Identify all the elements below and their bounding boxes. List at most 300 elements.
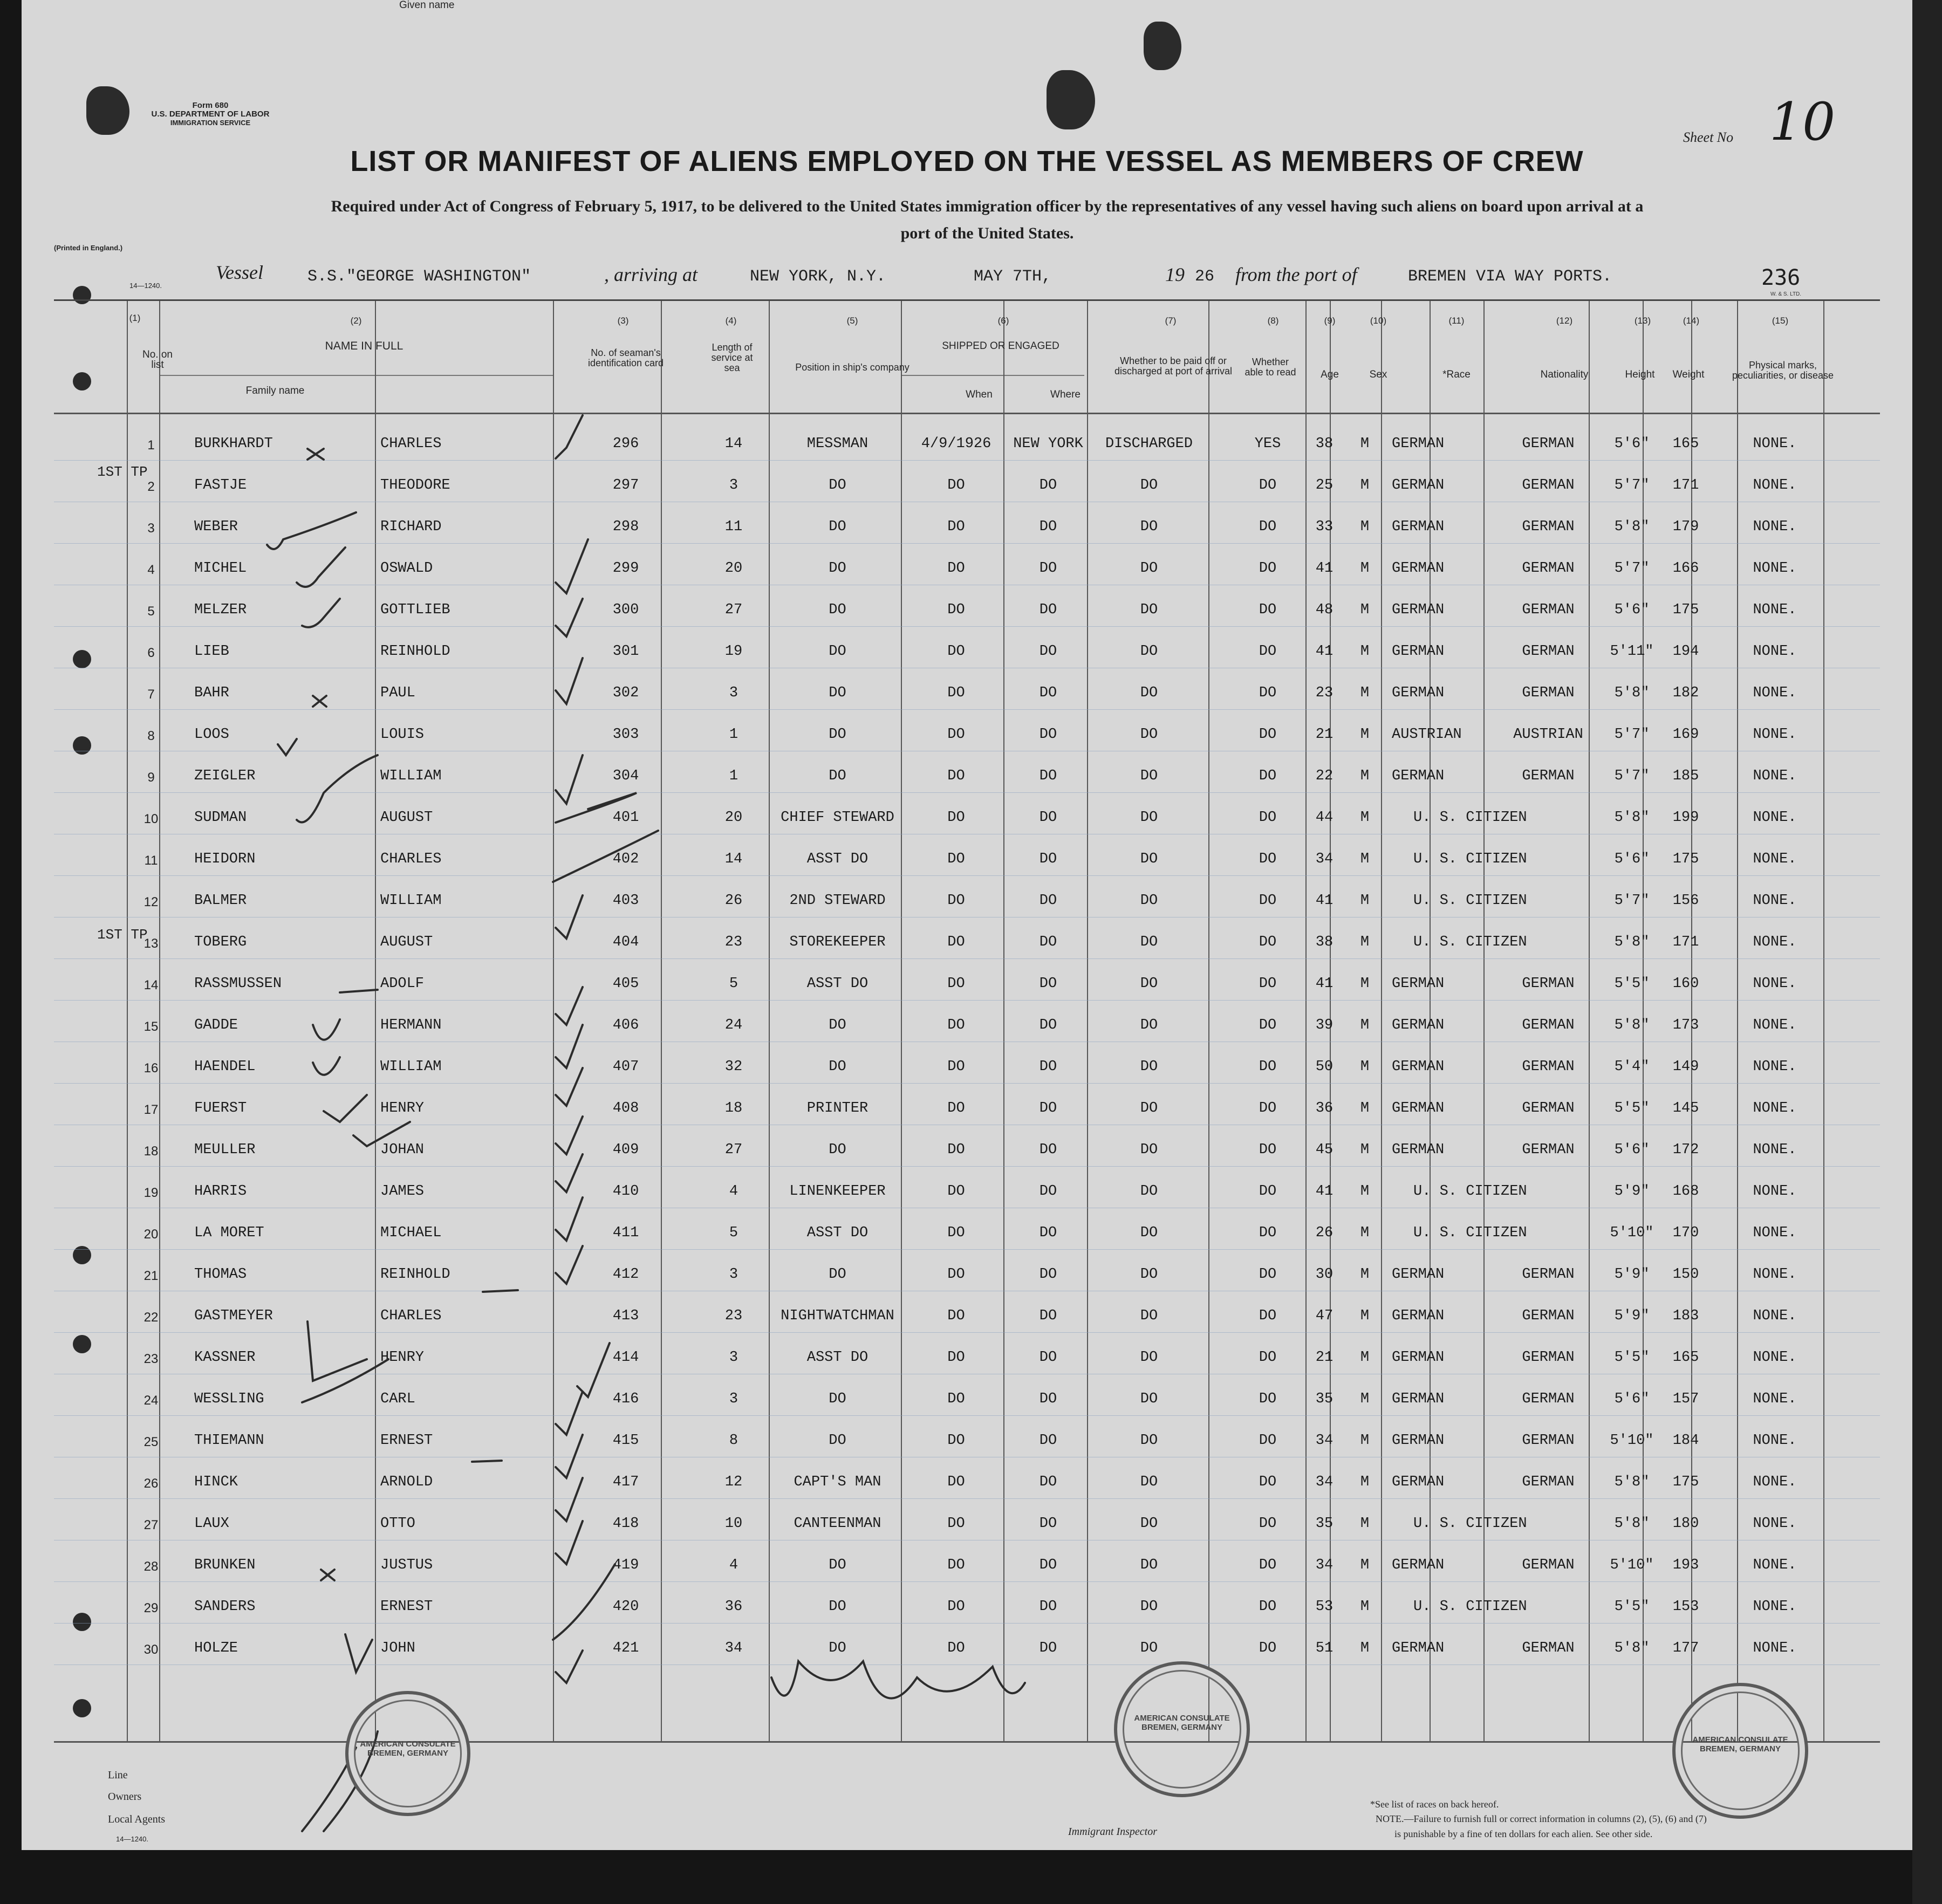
cell-age: 41 (1315, 1183, 1334, 1200)
cell-height: 5'8" (1614, 1516, 1650, 1532)
cell-when: DO (947, 1474, 965, 1490)
cell-read: DO (1259, 1183, 1277, 1200)
row-number: 28 (143, 1559, 159, 1574)
page-number: 236 (1761, 265, 1801, 290)
cell-service: 27 (724, 602, 743, 618)
check-mark-icon (556, 1478, 583, 1521)
cell-service: 4 (729, 1557, 738, 1573)
cell-age: 25 (1315, 477, 1334, 494)
cell-sex: M (1360, 1640, 1370, 1656)
cell-family: TOBERG (194, 934, 247, 950)
cell-card: 415 (612, 1433, 639, 1449)
cell-age: 39 (1315, 1017, 1334, 1033)
cell-race: GERMAN (1392, 643, 1445, 660)
cell-service: 4 (729, 1183, 738, 1200)
cell-when: DO (947, 1059, 965, 1075)
cell-read: DO (1259, 519, 1277, 535)
cell-where: DO (1039, 560, 1057, 577)
cell-race: U. S. CITIZEN (1413, 810, 1527, 826)
cell-read: DO (1259, 810, 1277, 826)
header-length-service: Length of service at sea (711, 342, 753, 373)
cell-sex: M (1360, 851, 1370, 867)
cell-sex: M (1360, 1391, 1370, 1407)
header-name-in-full: NAME IN FULL (325, 340, 404, 352)
cell-position: ASST DO (806, 1350, 869, 1366)
cell-race: GERMAN (1392, 1059, 1445, 1075)
cell-marks: NONE. (1753, 436, 1797, 452)
cell-weight: 185 (1672, 768, 1699, 784)
col-num-2: (2) (350, 316, 362, 326)
cell-where: DO (1039, 602, 1057, 618)
cell-sex: M (1360, 602, 1370, 618)
form-number: Form 680 (192, 101, 229, 110)
cell-age: 53 (1315, 1599, 1334, 1615)
cell-service: 10 (724, 1516, 743, 1532)
cell-service: 5 (729, 976, 738, 992)
cell-where: DO (1039, 1225, 1057, 1241)
cell-age: 35 (1315, 1391, 1334, 1407)
cell-race: U. S. CITIZEN (1413, 1599, 1527, 1615)
cell-nationality: GERMAN (1522, 560, 1575, 577)
cell-family: WEBER (194, 519, 238, 535)
cell-weight: 184 (1672, 1433, 1699, 1449)
cell-when: DO (947, 1640, 965, 1656)
cell-given: WILLIAM (380, 768, 442, 784)
cell-paid: DO (1140, 810, 1158, 826)
cell-race: U. S. CITIZEN (1413, 1225, 1527, 1241)
check-mark-icon (556, 415, 583, 458)
col-num-8: (8) (1267, 316, 1279, 326)
cell-age: 47 (1315, 1308, 1334, 1324)
cell-read: DO (1259, 1308, 1277, 1324)
cell-when: DO (947, 602, 965, 618)
cell-given: ERNEST (380, 1599, 433, 1615)
cell-position: DO (829, 1433, 846, 1449)
check-mark-icon (556, 658, 583, 704)
cell-position: PRINTER (806, 1100, 869, 1117)
cell-nationality: GERMAN (1522, 1266, 1575, 1283)
cell-card: 301 (612, 643, 639, 660)
cell-when: DO (947, 519, 965, 535)
cell-sex: M (1360, 768, 1370, 784)
cell-given: CARL (380, 1391, 415, 1407)
service: IMMIGRATION SERVICE (170, 119, 251, 127)
cell-weight: 183 (1672, 1308, 1699, 1324)
header-given-name: Given name (399, 0, 455, 11)
cell-service: 3 (729, 1266, 738, 1283)
row-number: 26 (143, 1476, 159, 1491)
cell-height: 5'10" (1610, 1433, 1654, 1449)
cell-where: DO (1039, 1640, 1057, 1656)
cell-paid: DO (1140, 1183, 1158, 1200)
cell-weight: 150 (1672, 1266, 1699, 1283)
margin-note: 1ST TP (97, 927, 148, 943)
cell-race: U. S. CITIZEN (1413, 1516, 1527, 1532)
cell-read: DO (1259, 643, 1277, 660)
cell-height: 5'8" (1614, 519, 1650, 535)
cell-race: GERMAN (1392, 519, 1445, 535)
form-code: 14—1240. (129, 282, 162, 290)
cell-given: HERMANN (380, 1017, 442, 1033)
cell-marks: NONE. (1753, 1225, 1797, 1241)
row-number: 22 (143, 1310, 159, 1325)
cell-position: MESSMAN (806, 436, 869, 452)
cell-marks: NONE. (1753, 643, 1797, 660)
cell-where: DO (1039, 1183, 1057, 1200)
cell-nationality: GERMAN (1522, 519, 1575, 535)
cell-weight: 179 (1672, 519, 1699, 535)
cell-position: STOREKEEPER (789, 934, 886, 950)
row-number: 9 (147, 770, 155, 785)
cell-height: 5'6" (1614, 436, 1650, 452)
cell-read: DO (1259, 560, 1277, 577)
cell-card: 300 (612, 602, 639, 618)
cell-marks: NONE. (1753, 1142, 1797, 1158)
cell-family: HEIDORN (194, 851, 256, 867)
cell-nationality: AUSTRIAN (1513, 727, 1583, 743)
cell-age: 41 (1315, 643, 1334, 660)
cell-nationality: GERMAN (1522, 1640, 1575, 1656)
cell-family: RASSMUSSEN (194, 976, 282, 992)
cell-age: 44 (1315, 810, 1334, 826)
cell-position: ASST DO (806, 851, 869, 867)
cell-service: 20 (724, 810, 743, 826)
cell-sex: M (1360, 560, 1370, 577)
cell-card: 409 (612, 1142, 639, 1158)
header-position: Position in ship's company (795, 362, 910, 373)
cell-race: GERMAN (1392, 477, 1445, 494)
manifest-sheet (22, 0, 1912, 1850)
cell-read: DO (1259, 1059, 1277, 1075)
cell-weight: 182 (1672, 685, 1699, 701)
cell-service: 36 (724, 1599, 743, 1615)
cell-paid: DO (1140, 1350, 1158, 1366)
cell-card: 412 (612, 1266, 639, 1283)
col-num-12: (12) (1556, 316, 1573, 326)
cell-when: DO (947, 810, 965, 826)
cell-family: LIEB (194, 643, 229, 660)
check-mark-icon (556, 1068, 583, 1106)
cell-when: DO (947, 1100, 965, 1117)
cell-race: U. S. CITIZEN (1413, 934, 1527, 950)
cell-race: GERMAN (1392, 1640, 1445, 1656)
cell-read: DO (1259, 1142, 1277, 1158)
cell-height: 5'7" (1614, 477, 1650, 494)
cell-paid: DO (1140, 1266, 1158, 1283)
cell-when: DO (947, 643, 965, 660)
cell-paid: DISCHARGED (1105, 436, 1193, 452)
cell-family: BAHR (194, 685, 229, 701)
footnote-penalty: NOTE.—Failure to furnish full or correct information in columns (2), (5), (6) and (7) (1376, 1813, 1707, 1824)
row-number: 7 (147, 687, 155, 702)
cell-given: JOHAN (380, 1142, 425, 1158)
cell-given: AUGUST (380, 810, 433, 826)
cell-weight: 194 (1672, 643, 1699, 660)
cell-weight: 169 (1672, 727, 1699, 743)
cell-nationality: GERMAN (1522, 643, 1575, 660)
cell-given: LOUIS (380, 727, 425, 743)
check-mark-icon (553, 831, 658, 882)
cell-read: DO (1259, 602, 1277, 618)
printed-in: (Printed in England.) (54, 244, 123, 252)
cross-mark (307, 449, 324, 460)
cell-nationality: GERMAN (1522, 1350, 1575, 1366)
check-mark-icon (345, 1634, 372, 1672)
cell-marks: NONE. (1753, 477, 1797, 494)
row-number: 20 (143, 1227, 159, 1242)
check-mark-icon (278, 739, 297, 755)
cell-sex: M (1360, 1100, 1370, 1117)
cell-marks: NONE. (1753, 1391, 1797, 1407)
cell-weight: 175 (1672, 851, 1699, 867)
cell-age: 23 (1315, 685, 1334, 701)
cell-height: 5'5" (1614, 976, 1650, 992)
cell-service: 14 (724, 851, 743, 867)
cell-family: ZEIGLER (194, 768, 256, 784)
cell-marks: NONE. (1753, 1599, 1797, 1615)
cell-marks: NONE. (1753, 1557, 1797, 1573)
cell-card: 413 (612, 1308, 639, 1324)
cell-given: MICHAEL (380, 1225, 442, 1241)
header-no-on-list: No. on list (142, 349, 173, 371)
cell-weight: 171 (1672, 477, 1699, 494)
row-number: 1 (147, 438, 155, 453)
cell-height: 5'9" (1614, 1183, 1650, 1200)
cell-where: DO (1039, 1308, 1057, 1324)
inspector-signature (771, 1661, 1025, 1698)
cell-given: REINHOLD (380, 1266, 450, 1283)
cell-paid: DO (1140, 519, 1158, 535)
arriving-label: , arriving at (604, 264, 698, 285)
cell-height: 5'8" (1614, 934, 1650, 950)
cell-position: DO (829, 519, 846, 535)
cell-race: GERMAN (1392, 1266, 1445, 1283)
cell-family: GASTMEYER (194, 1308, 273, 1324)
cell-where: DO (1039, 643, 1057, 660)
cell-where: DO (1039, 1391, 1057, 1407)
header-weight: Weight (1672, 369, 1705, 380)
year-prefix: 19 (1165, 264, 1185, 285)
cell-height: 5'9" (1614, 1266, 1650, 1283)
cell-when: DO (947, 1516, 965, 1532)
cell-height: 5'5" (1614, 1100, 1650, 1117)
cell-family: BRUNKEN (194, 1557, 256, 1573)
cell-card: 418 (612, 1516, 639, 1532)
cell-service: 3 (729, 1350, 738, 1366)
cell-card: 405 (612, 976, 639, 992)
cell-sex: M (1360, 727, 1370, 743)
cell-family: HOLZE (194, 1640, 238, 1656)
col-num-10: (10) (1370, 316, 1387, 326)
cell-age: 22 (1315, 768, 1334, 784)
cell-given: GOTTLIEB (380, 602, 450, 618)
cell-position: DO (829, 477, 846, 494)
cell-height: 5'6" (1614, 602, 1650, 618)
cell-paid: DO (1140, 893, 1158, 909)
cell-where: DO (1039, 477, 1057, 494)
cell-position: DO (829, 768, 846, 784)
cell-weight: 160 (1672, 976, 1699, 992)
cell-age: 38 (1315, 436, 1334, 452)
cell-paid: DO (1140, 602, 1158, 618)
cell-marks: NONE. (1753, 1183, 1797, 1200)
cell-card: 406 (612, 1017, 639, 1033)
check-mark-icon (324, 1095, 367, 1122)
cell-sex: M (1360, 1433, 1370, 1449)
cell-where: DO (1039, 1599, 1057, 1615)
cell-weight: 175 (1672, 1474, 1699, 1490)
cell-read: DO (1259, 1266, 1277, 1283)
cell-read: YES (1254, 436, 1281, 452)
cell-where: DO (1039, 768, 1057, 784)
cell-family: HARRIS (194, 1183, 247, 1200)
cell-marks: NONE. (1753, 1433, 1797, 1449)
cell-given: AUGUST (380, 934, 433, 950)
row-number: 10 (143, 812, 159, 826)
cell-given: HENRY (380, 1100, 425, 1117)
cell-position: ASST DO (806, 1225, 869, 1241)
cell-weight: 166 (1672, 560, 1699, 577)
footnote-penalty-2: is punishable by a fine of ten dollars for each alien. See other side. (1394, 1828, 1653, 1839)
cell-race: GERMAN (1392, 602, 1445, 618)
cell-card: 402 (612, 851, 639, 867)
cell-paid: DO (1140, 1391, 1158, 1407)
cell-sex: M (1360, 1308, 1370, 1324)
cell-family: LAUX (194, 1516, 229, 1532)
cell-nationality: GERMAN (1522, 1557, 1575, 1573)
row-number: 11 (144, 853, 158, 868)
cell-where: DO (1039, 727, 1057, 743)
cell-age: 50 (1315, 1059, 1334, 1075)
cell-service: 1 (729, 768, 738, 784)
cell-read: DO (1259, 1557, 1277, 1573)
cell-marks: NONE. (1753, 1100, 1797, 1117)
check-mark-icon (553, 1564, 615, 1640)
cell-read: DO (1259, 1350, 1277, 1366)
sheet-label: Sheet No (1683, 129, 1734, 145)
cell-marks: NONE. (1753, 1350, 1797, 1366)
cell-service: 19 (724, 643, 743, 660)
row-number: 27 (143, 1518, 159, 1532)
cell-position: DO (829, 560, 846, 577)
cell-age: 48 (1315, 602, 1334, 618)
row-number: 5 (147, 604, 155, 619)
cell-when: DO (947, 1391, 965, 1407)
check-mark-icon (297, 547, 345, 587)
cell-card: 417 (612, 1474, 639, 1490)
cell-position: 2ND STEWARD (789, 893, 886, 909)
cell-marks: NONE. (1753, 934, 1797, 950)
check-mark-icon (556, 1197, 583, 1241)
cell-height: 5'5" (1614, 1350, 1650, 1366)
cell-nationality: GERMAN (1522, 976, 1575, 992)
check-mark-icon (556, 1246, 583, 1284)
cell-paid: DO (1140, 1308, 1158, 1324)
header-shipped: SHIPPED OR ENGAGED (942, 340, 1059, 352)
cell-weight: 165 (1672, 436, 1699, 452)
cell-height: 5'6" (1614, 1142, 1650, 1158)
cell-given: JOHN (380, 1640, 415, 1656)
row-number: 17 (143, 1102, 159, 1117)
cell-service: 5 (729, 1225, 738, 1241)
cell-race: GERMAN (1392, 768, 1445, 784)
cell-age: 21 (1315, 727, 1334, 743)
cell-family: LOOS (194, 727, 229, 743)
row-number: 30 (143, 1642, 159, 1657)
cell-read: DO (1259, 1100, 1277, 1117)
cell-where: DO (1039, 519, 1057, 535)
cell-nationality: GERMAN (1522, 602, 1575, 618)
cell-card: 303 (612, 727, 639, 743)
page-title: LIST OR MANIFEST OF ALIENS EMPLOYED ON THE VESSEL AS MEMBERS OF CREW (350, 145, 1584, 177)
cell-nationality: GERMAN (1522, 1100, 1575, 1117)
cell-service: 8 (729, 1433, 738, 1449)
cell-paid: DO (1140, 1599, 1158, 1615)
header-family-name: Family name (245, 385, 305, 396)
cell-sex: M (1360, 1266, 1370, 1283)
cell-family: GADDE (194, 1017, 238, 1033)
cell-paid: DO (1140, 477, 1158, 494)
cell-given: RICHARD (380, 519, 442, 535)
check-mark-icon (556, 599, 583, 636)
cell-marks: NONE. (1753, 1266, 1797, 1283)
consulate-stamp (1114, 1661, 1250, 1797)
stamp-text: AMERICAN CONSULATE BREMEN, GERMANY (1692, 1735, 1788, 1754)
cell-when: DO (947, 1266, 965, 1283)
cell-when: DO (947, 768, 965, 784)
cell-family: WESSLING (194, 1391, 264, 1407)
from-label: from the port of (1235, 264, 1357, 285)
cell-position: DO (829, 1142, 846, 1158)
cell-height: 5'7" (1614, 727, 1650, 743)
cell-family: LA MORET (194, 1225, 264, 1241)
row-number: 21 (143, 1269, 159, 1283)
cell-read: DO (1259, 768, 1277, 784)
cell-given: ARNOLD (380, 1474, 433, 1490)
cell-weight: 175 (1672, 602, 1699, 618)
cell-height: 5'8" (1614, 685, 1650, 701)
cell-position: ASST DO (806, 976, 869, 992)
cell-paid: DO (1140, 851, 1158, 867)
header-height: Height (1625, 369, 1655, 380)
cell-marks: NONE. (1753, 727, 1797, 743)
cell-sex: M (1360, 1516, 1370, 1532)
footer-code: 14—1240. (116, 1835, 148, 1843)
col-num-4: (4) (725, 316, 737, 326)
cell-height: 5'7" (1614, 768, 1650, 784)
cell-marks: NONE. (1753, 560, 1797, 577)
cell-age: 21 (1315, 1350, 1334, 1366)
cell-marks: NONE. (1753, 519, 1797, 535)
cell-read: DO (1259, 1474, 1277, 1490)
stamp-text: AMERICAN CONSULATE BREMEN, GERMANY (360, 1739, 456, 1758)
cross-mark (313, 696, 326, 707)
cell-given: CHARLES (380, 851, 442, 867)
paper-edge (1912, 0, 1942, 1904)
cell-race: GERMAN (1392, 1350, 1445, 1366)
cell-when: DO (947, 976, 965, 992)
check-mark-icon (313, 1019, 340, 1075)
cell-given: JUSTUS (380, 1557, 433, 1573)
row-number: 18 (143, 1144, 159, 1159)
cell-when: DO (947, 1017, 965, 1033)
check-mark-icon (556, 1117, 583, 1154)
cell-age: 36 (1315, 1100, 1334, 1117)
check-mark-icon (556, 1435, 583, 1478)
cell-read: DO (1259, 1433, 1277, 1449)
cell-sex: M (1360, 1350, 1370, 1366)
cell-sex: M (1360, 1183, 1370, 1200)
